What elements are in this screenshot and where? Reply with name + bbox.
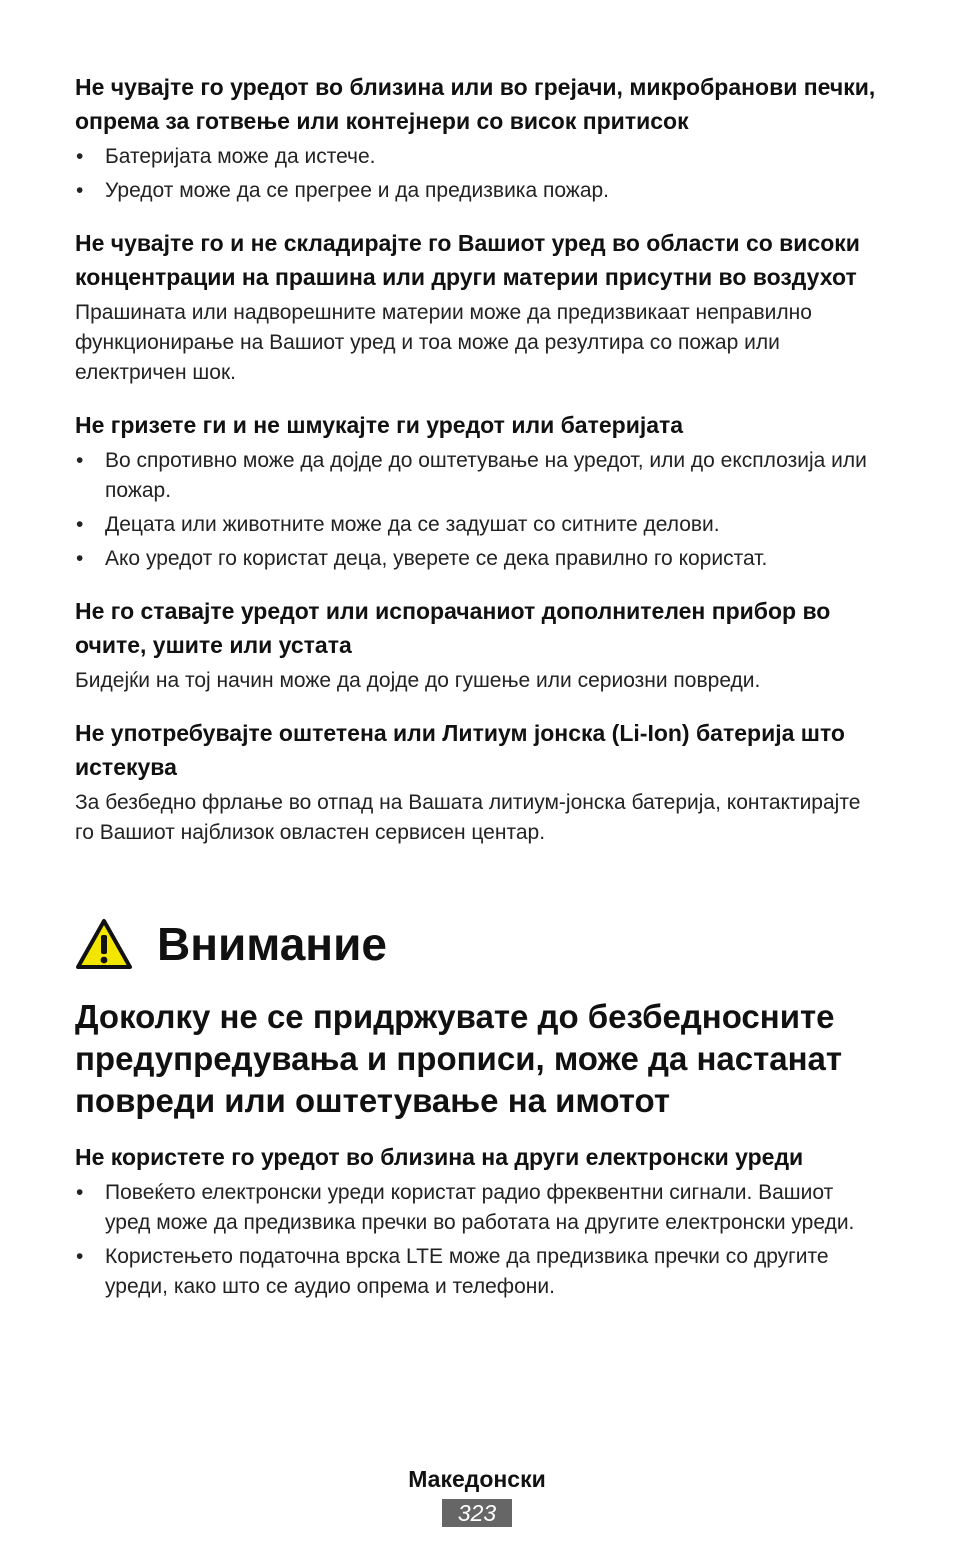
list-item: • Децата или животните може да се задушат со ситните делови. [76,513,720,536]
list-item: • Во спротивно може да дојде до оштетување на уредот, или до експлозија или пожар. [76,449,867,502]
section-text: Бидејќи на тој начин може да дојде до гушење или сериозни повреди. [75,669,761,692]
section-heading: Не користете го уредот во близина на други електронски уреди [75,1144,804,1170]
list-item: • Батеријата може да истече. [76,145,376,168]
list-item: • Уредот може да се прегрее и да предизвика пожар. [76,179,610,202]
page-number: 323 [442,1499,512,1527]
list-item: • Повеќето електронски уреди користат радио фреквентни сигнали. Вашиот уред може да предизвика пречки во работата на другите електронски уреди. [76,1181,855,1234]
section-damaged-battery [75,716,880,848]
section-dust [75,226,880,388]
warning-triangle-icon [75,918,133,970]
section-heading: Не чувајте го и не складирајте го Вашиот уред во области со високи концентрации на прашина или други материи присутни во воздухот [75,230,860,290]
section-heading: Не го ставајте уредот или испорачаниот дополнителен прибор во очите, ушите или устата [75,598,831,658]
list-item: • Користењето податочна врска LTE може да предизвика пречки со другите уреди, како што се аудио опрема и телефони. [76,1245,829,1298]
caution-title: Внимание [157,918,387,970]
section-biting [75,408,880,574]
section-text: Прашината или надворешните материи може да предизвикаат неправилно функционирање на Вашиот уред и тоа може да резултира со пожар или електричен шок. [75,301,812,384]
section-heading: Не гризете ги и не шмукајте ги уредот или батеријата [75,412,684,438]
page-footer [0,1463,954,1527]
section-electronic-devices [75,1140,880,1302]
page-content [75,70,880,1306]
bullet-list [75,142,880,206]
caution-subtitle: Доколку не се придржувате до безбедносните предупредувања и прописи, може да настанат повреди или оштетување на имотот [75,998,843,1119]
list-item: • Ако уредот го користат деца, уверете се дека правилно го користат. [76,547,768,570]
bullet-list [75,446,880,574]
caution-header [75,914,880,974]
footer-language: Македонски [408,1466,546,1492]
section-heat-sources [75,70,880,206]
bullet-list [75,1178,880,1302]
section-eyes-ears-mouth [75,594,880,696]
section-text: За безбедно фрлање во отпад на Вашата литиум-јонска батерија, контактирајте го Вашиот најблизок овластен сервисен центар. [75,791,861,844]
section-heading: Не употребувајте оштетена или Литиум јонска (Li-Ion) батерија што истекува [75,720,845,780]
section-heading: Не чувајте го уредот во близина или во грејачи, микробранови печки, опрема за готвење или контејнери со висок притисок [75,74,876,134]
